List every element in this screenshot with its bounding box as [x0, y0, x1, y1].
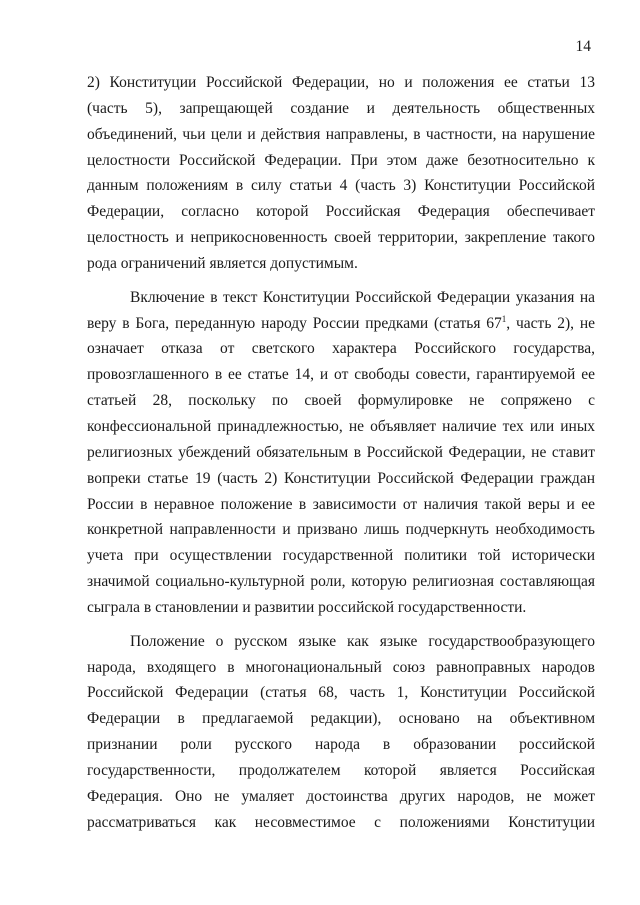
text-line: 2) Конституции Российской Федерации, но и положения ее статьи 13	[87, 74, 595, 91]
text-line: учета при осуществлении государственной политики той исторически	[87, 547, 595, 565]
text-fragment: веру в Бога, переданную народу России предками (статья 67	[87, 314, 502, 332]
text-line: означает отказа от светского характера Российского государства,	[87, 340, 595, 358]
text-line: (часть 5), запрещающей создание и деятельность общественных	[87, 99, 595, 117]
text-line: значимой социально-культурной роли, которую религиозная составляющая	[87, 573, 595, 591]
text-line: признании роли русского народа в образовании российской	[87, 736, 595, 754]
paragraph	[87, 70, 595, 277]
paragraph	[87, 629, 595, 836]
text-line: России в неравное положение в зависимости от наличия такой веры и ее	[87, 495, 595, 513]
text-line: провозглашенного в ее статье 14, и от свободы совести, гарантируемой ее	[87, 366, 595, 384]
text-line: Включение в текст Конституции Российской Федерации указания на	[130, 288, 595, 306]
text-fragment: , часть 2), не	[506, 314, 596, 332]
text-line: данным положениям в силу статьи 4 (часть 3) Конституции Российской	[87, 177, 595, 195]
text-line: государственности, продолжателем которой является Российская	[87, 761, 595, 779]
text-line: статьей 28, поскольку по своей формулировке не сопряжено с	[87, 392, 595, 410]
text-line: конфессиональной принадлежностью, не объявляет наличие тех или иных	[87, 417, 595, 435]
text-line: Федерация. Оно не умаляет достоинства других народов, не может	[87, 787, 595, 805]
text-line: сыграла в становлении и развитии российской государственности.	[87, 598, 527, 616]
paragraph	[87, 285, 595, 621]
paragraph-gap	[87, 277, 595, 285]
text-line: Российской Федерации (статья 68, часть 1, Конституции Российской	[87, 684, 595, 702]
text-line: народа, входящего в многонациональный союз равноправных народов	[87, 658, 595, 676]
text-line: целостность и неприкосновенность своей территории, закрепление такого	[87, 229, 595, 247]
text-line: объединений, чьи цели и действия направлены, в частности, на нарушение	[87, 125, 595, 143]
superscript-marker: 1	[501, 313, 507, 324]
text-line: вопреки статье 19 (часть 2) Конституции Российской Федерации граждан	[87, 469, 595, 487]
text-line: целостности Российской Федерации. При этом даже безотносительно к	[87, 151, 595, 169]
text-line: Положение о русском языке как языке государствообразующего	[130, 632, 595, 650]
text-line	[87, 311, 595, 337]
text-line: рассматриваться как несовместимое с положениями Конституции	[87, 813, 595, 831]
paragraph-gap	[87, 621, 595, 629]
page-number: 14	[575, 38, 591, 55]
text-line: религиозных убеждений обязательным в Российской Федерации, не ставит	[87, 443, 595, 461]
text-line: конкретной направленности и призвано лишь подчеркнуть необходимость	[87, 521, 595, 539]
text-line: Федерации в предлагаемой редакции), основано на объективном	[87, 710, 595, 728]
text-line: рода ограничений является допустимым.	[87, 254, 358, 272]
document-body	[87, 70, 595, 835]
text-line: Федерации, согласно которой Российская Федерация обеспечивает	[87, 203, 595, 221]
